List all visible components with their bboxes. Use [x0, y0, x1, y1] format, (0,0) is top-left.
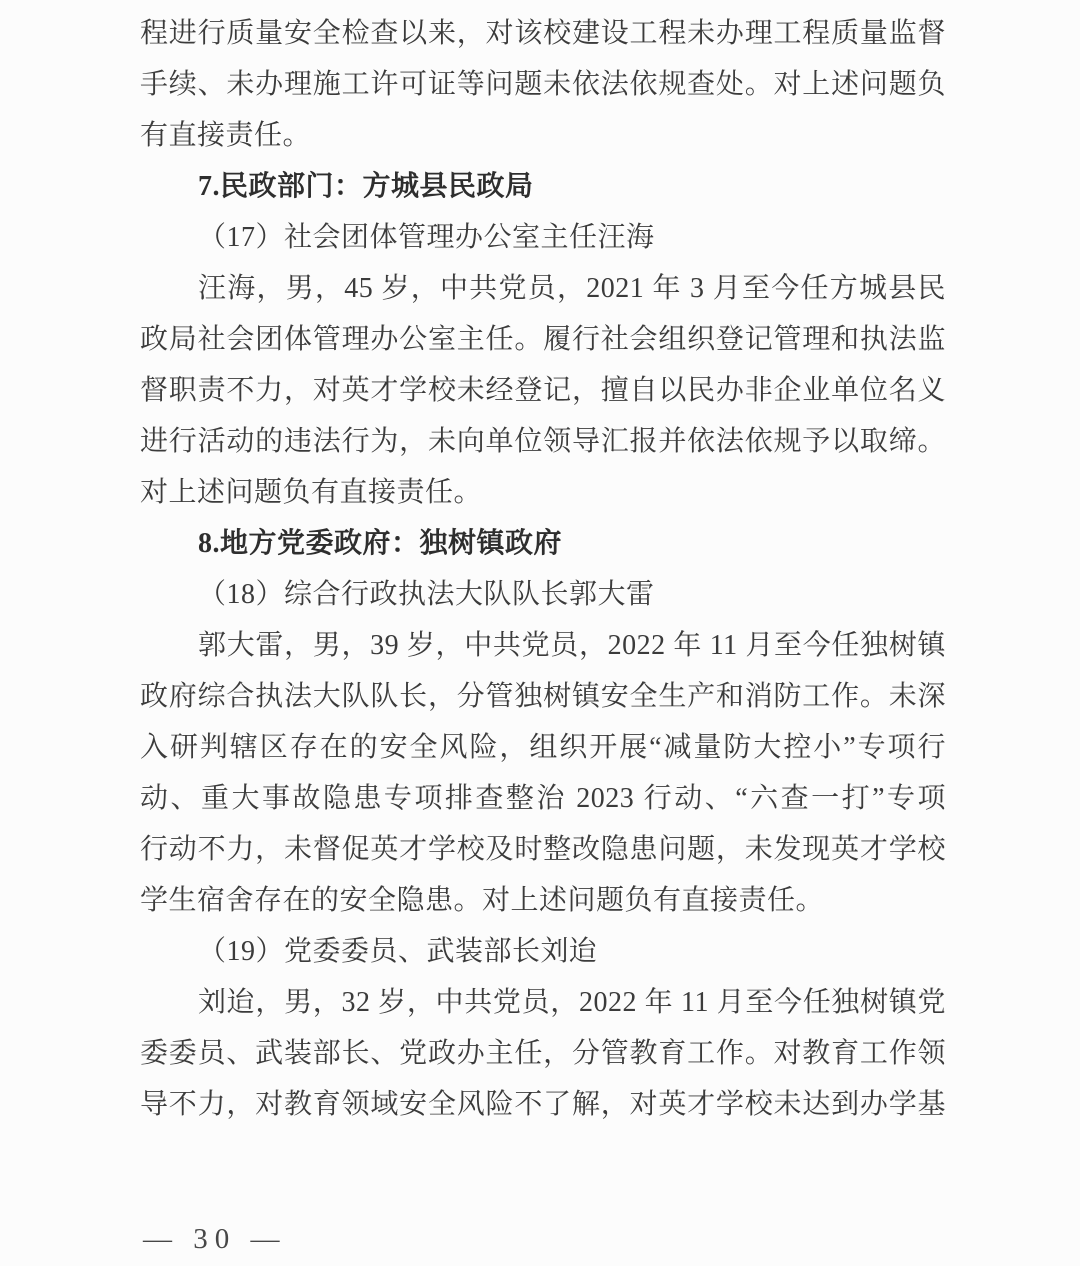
text-line: 导不力，对教育领域安全风险不了解，对英才学校未达到办学基: [140, 1089, 946, 1120]
text-line: 手续、未办理施工许可证等问题未依法依规查处。对上述问题负: [140, 69, 946, 100]
text-line: （17）社会团体管理办公室主任汪海: [198, 222, 655, 253]
text-line: 动、重大事故隐患专项排查整治 2023 行动、“六查一打”专项: [140, 783, 946, 814]
text-line: 郭大雷，男，39 岁，中共党员，2022 年 11 月至今任独树镇: [198, 630, 946, 661]
section-heading: 8.地方党委政府：独树镇政府: [198, 528, 563, 559]
text-line: 程进行质量安全检查以来，对该校建设工程未办理工程质量监督: [140, 18, 946, 49]
text-line: （18）综合行政执法大队队长郭大雷: [198, 579, 655, 610]
section-heading: 7.民政部门：方城县民政局: [198, 171, 534, 202]
text-line: 督职责不力，对英才学校未经登记，擅自以民办非企业单位名义: [140, 375, 946, 406]
text-line: 入研判辖区存在的安全风险，组织开展“减量防大控小”专项行: [140, 732, 946, 763]
text-line: 对上述问题负有直接责任。: [140, 477, 483, 508]
text-line: 汪海，男，45 岁，中共党员，2021 年 3 月至今任方城县民: [198, 273, 946, 304]
text-line: 政府综合执法大队队长，分管独树镇安全生产和消防工作。未深: [140, 681, 946, 712]
text-line: 委委员、武装部长、党政办主任，分管教育工作。对教育工作领: [140, 1038, 946, 1069]
text-line: （19）党委委员、武装部长刘迨: [198, 936, 598, 967]
text-line: 有直接责任。: [140, 120, 312, 151]
text-line: 刘迨，男，32 岁，中共党员，2022 年 11 月至今任独树镇党: [198, 987, 946, 1018]
page-number: — 30 —: [143, 1223, 287, 1255]
text-line: 进行活动的违法行为，未向单位领导汇报并依法依规予以取缔。: [140, 426, 946, 457]
text-line: 政局社会团体管理办公室主任。履行社会组织登记管理和执法监: [140, 324, 946, 355]
text-line: 行动不力，未督促英才学校及时整改隐患问题，未发现英才学校: [140, 834, 946, 865]
text-line: 学生宿舍存在的安全隐患。对上述问题负有直接责任。: [140, 885, 825, 916]
document-text: [140, 8, 946, 1130]
